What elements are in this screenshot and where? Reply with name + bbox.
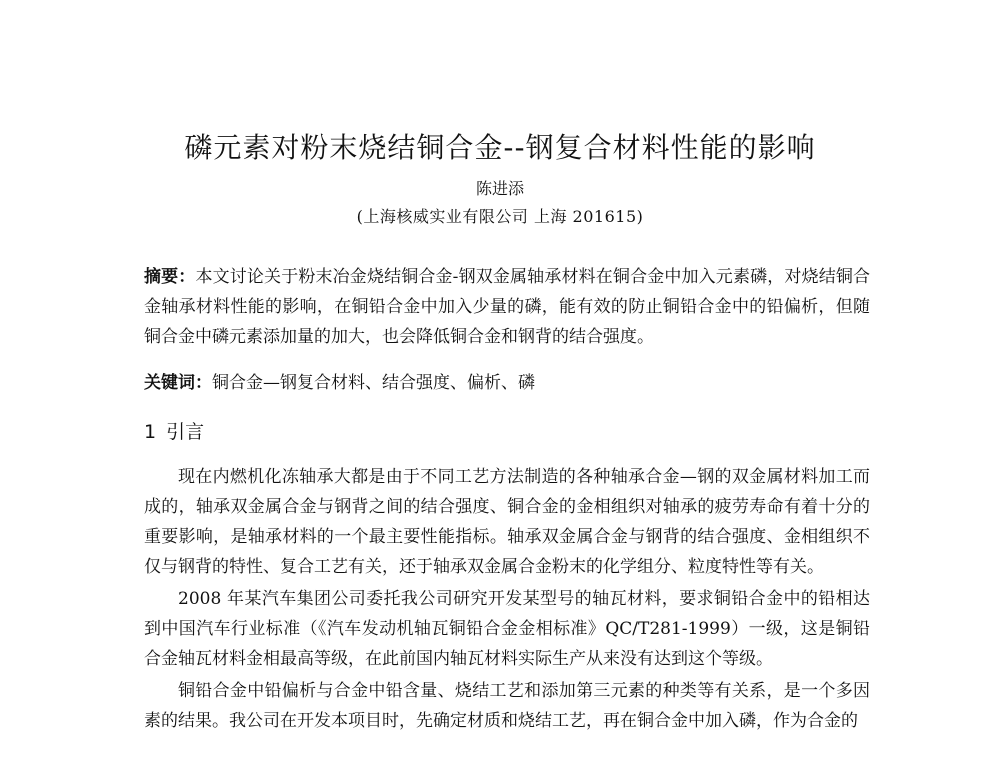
author-name: 陈进添 [475,179,524,198]
abstract-text: 本文讨论关于粉末冶金烧结铜合金-钢双金属轴承材料在铜合金中加入元素磷，对烧结铜合金轴承材料性能的影响，在铜铅合金中加入少量的磷，能有效的防止铜铅合金中的铅偏析，但随铜合金中磷元素添加量的加大，也会降低铜合金和钢背的结合强度。 [144,267,870,347]
paragraph: 2008 年某汽车集团公司委托我公司研究开发某型号的轴瓦材料，要求铜铅合金中的铅相达到中国汽车行业标准（《汽车发动机轴瓦铜铅合金金相标准》QC/T281-1999）一级，这是铜铅合金轴瓦材料金相最高等级，在此前国内轴瓦材料实际生产从来没有达到这个等级。 [144,589,870,669]
keywords [144,368,870,398]
paragraph: 现在内燃机化冻轴承大都是由于不同工艺方法制造的各种轴承合金—钢的双金属材料加工而成的，轴承双金属合金与钢背之间的结合强度、铜合金的金相组织对轴承的疲劳寿命有着十分的重要影响，是轴承材料的一个最主要性能指标。轴承双金属合金与钢背的结合强度、金相组织不仅与钢背的特性、复合工艺有关，还于轴承双金属合金粉末的化学组分、粒度特性等有关。 [144,467,870,577]
paragraph: 铜铅合金中铅偏析与合金中铅含量、烧结工艺和添加第三元素的种类等有关系，是一个多因素的结果。我公司在开发本项目时，先确定材质和烧结工艺，再在铜合金中加入磷，作为合金的 [144,681,870,731]
abstract-label: 摘要： [144,267,196,287]
keywords-label: 关键词： [144,373,212,393]
section-title: 引言 [166,421,205,443]
paper-title: 磷元素对粉末烧结铜合金--钢复合材料性能的影响 [184,131,816,164]
body-text [144,462,870,738]
section-number: 1 [144,421,157,443]
keywords-text: 铜合金—钢复合材料、结合强度、偏析、磷 [212,373,535,393]
section-heading [144,418,204,446]
author-affiliation: (上海核威实业有限公司 上海 201615) [356,207,644,226]
abstract [144,262,870,352]
